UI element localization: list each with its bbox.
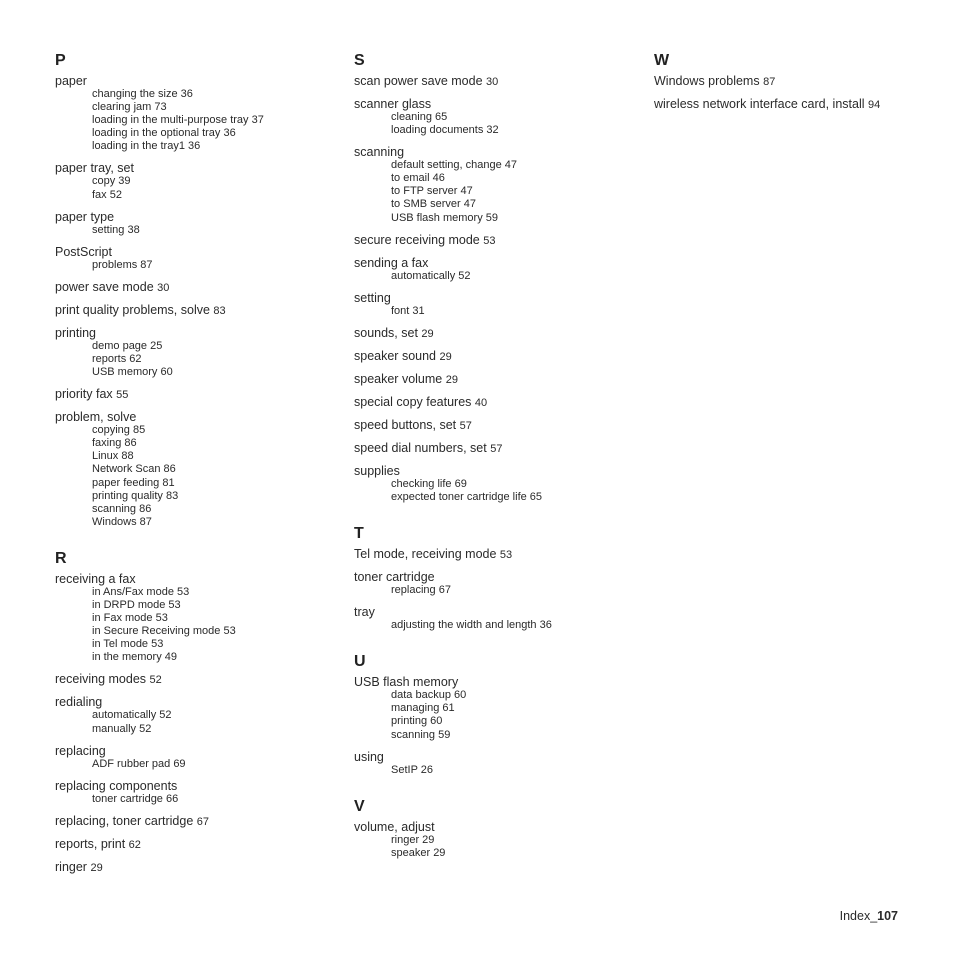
index-entry xyxy=(354,751,644,777)
page-ref: 57 xyxy=(459,419,472,432)
index-section-t xyxy=(354,524,644,632)
index-subentry: problems 87 xyxy=(92,258,153,271)
index-term xyxy=(354,548,644,562)
index-subentry: loading in the tray1 36 xyxy=(92,140,201,153)
index-subentry: in Secure Receiving mode 53 xyxy=(92,625,236,638)
index-subentry: SetIP 26 xyxy=(391,763,433,776)
index-subentry: toner cartridge 66 xyxy=(92,792,179,805)
index-term xyxy=(55,411,345,424)
index-entry xyxy=(55,838,345,852)
index-term xyxy=(354,821,644,834)
index-term xyxy=(354,75,644,89)
section-letter: W xyxy=(654,52,670,69)
index-term xyxy=(654,98,914,112)
term-text: priority fax xyxy=(55,387,113,402)
term-text: receiving modes xyxy=(55,672,147,687)
index-entry xyxy=(55,780,345,806)
page-ref: 52 xyxy=(149,674,162,687)
index-subentry: loading in the optional tray 36 xyxy=(92,127,236,140)
index-section-r xyxy=(55,549,345,875)
page-ref: 29 xyxy=(445,373,458,386)
index-subentry: setting 38 xyxy=(92,223,140,236)
index-entry xyxy=(55,246,345,272)
index-subentry: Windows 87 xyxy=(92,515,152,528)
index-subentry: checking life 69 xyxy=(391,477,467,490)
index-term xyxy=(55,815,345,829)
index-entry xyxy=(55,162,345,201)
index-subentry: cleaning 65 xyxy=(391,111,448,123)
term-text: sounds, set xyxy=(354,325,418,340)
page-ref: 87 xyxy=(763,76,776,88)
index-entry xyxy=(354,98,644,137)
index-term xyxy=(55,162,345,175)
index-entry xyxy=(55,304,345,318)
section-letter: T xyxy=(354,525,364,543)
index-subentry: ADF rubber pad 69 xyxy=(92,757,186,770)
index-subentry: managing 61 xyxy=(391,702,455,715)
page-footer xyxy=(840,909,898,923)
index-subentry: in the memory 49 xyxy=(92,651,177,664)
index-entry xyxy=(354,821,644,860)
index-subentry: clearing jam 73 xyxy=(92,101,167,114)
page-ref: 30 xyxy=(486,76,499,88)
index-term xyxy=(55,861,345,875)
page-ref: 29 xyxy=(90,861,103,874)
term-text: print quality problems, solve xyxy=(55,302,210,317)
index-entry xyxy=(55,815,345,829)
term-text: power save mode xyxy=(55,279,154,294)
index-entry xyxy=(354,548,644,562)
index-entry xyxy=(654,98,914,112)
section-letter: R xyxy=(55,549,67,567)
index-term xyxy=(354,442,644,456)
index-term xyxy=(55,246,345,259)
index-term xyxy=(55,696,345,709)
page-ref: 62 xyxy=(128,838,141,851)
term-text: sending a fax xyxy=(354,255,429,270)
term-text: scanning xyxy=(354,145,405,160)
term-text: scanner glass xyxy=(354,97,432,111)
index-subentry: in DRPD mode 53 xyxy=(92,598,181,611)
index-term xyxy=(55,281,345,295)
index-entry xyxy=(354,465,644,504)
index-entry xyxy=(354,442,644,456)
index-term xyxy=(55,304,345,318)
index-entry xyxy=(55,327,345,379)
index-subentry: in Tel mode 53 xyxy=(92,638,164,651)
page-ref: 67 xyxy=(196,815,210,828)
term-text: secure receiving mode xyxy=(354,232,480,247)
index-entry xyxy=(654,75,914,89)
index-subentry: faxing 86 xyxy=(92,437,137,450)
term-text: replacing components xyxy=(55,778,178,793)
index-subentry: copying 85 xyxy=(92,424,146,437)
index-subentry: in Ans/Fax mode 53 xyxy=(92,585,190,598)
term-text: toner cartridge xyxy=(354,570,435,585)
index-entry xyxy=(55,388,345,402)
term-text: replacing, toner cartridge xyxy=(55,813,194,828)
index-subentry: printing quality 83 xyxy=(92,489,179,502)
index-section-v xyxy=(354,797,644,860)
index-term xyxy=(55,780,345,793)
section-letter: V xyxy=(354,797,365,815)
term-text: PostScript xyxy=(55,244,112,259)
index-subentry: ringer 29 xyxy=(391,833,435,846)
index-entry xyxy=(55,211,345,237)
index-entry xyxy=(55,696,345,735)
section-letter: P xyxy=(55,52,66,69)
index-term xyxy=(354,419,644,433)
term-text: USB flash memory xyxy=(354,675,459,690)
index-entry xyxy=(354,606,644,632)
index-subentry: manually 52 xyxy=(92,722,152,735)
index-subentry: to FTP server 47 xyxy=(391,185,473,198)
index-entry xyxy=(354,571,644,597)
index-entry xyxy=(354,75,644,89)
index-subentry: paper feeding 81 xyxy=(92,476,175,489)
term-text: replacing xyxy=(55,743,106,758)
index-term xyxy=(354,234,644,248)
term-text: volume, adjust xyxy=(354,819,435,834)
index-entry xyxy=(354,257,644,283)
index-entry xyxy=(354,146,644,224)
index-term xyxy=(354,465,644,478)
index-term xyxy=(55,573,345,586)
index-term xyxy=(354,292,644,305)
index-term xyxy=(55,673,345,687)
index-term xyxy=(354,676,644,689)
index-column-2 xyxy=(354,51,644,880)
index-subentry: Network Scan 86 xyxy=(92,463,176,476)
index-subentry: automatically 52 xyxy=(92,709,172,722)
index-term xyxy=(354,350,644,364)
index-entry xyxy=(354,350,644,364)
index-term xyxy=(55,211,345,224)
term-text: speaker volume xyxy=(354,371,443,386)
index-term xyxy=(354,751,644,764)
term-text: reports, print xyxy=(55,836,126,851)
index-subentry: fax 52 xyxy=(92,188,122,201)
term-text: supplies xyxy=(354,463,400,478)
index-entry xyxy=(55,673,345,687)
term-text: tray xyxy=(354,605,375,620)
term-text: scan power save mode xyxy=(354,74,483,88)
index-term xyxy=(354,571,644,584)
index-entry xyxy=(354,292,644,318)
index-subentry: loading documents 32 xyxy=(391,124,499,137)
term-text: receiving a fax xyxy=(55,571,136,586)
index-subentry: to email 46 xyxy=(391,172,445,185)
index-subentry: printing 60 xyxy=(391,715,443,728)
index-term xyxy=(354,373,644,387)
index-subentry: loading in the multi-purpose tray 37 xyxy=(92,114,264,127)
index-entry xyxy=(55,861,345,875)
index-subentry: Linux 88 xyxy=(92,450,134,463)
page-number: 107 xyxy=(877,909,898,923)
page-ref: 29 xyxy=(439,350,452,363)
index-term xyxy=(55,745,345,758)
index-term xyxy=(354,606,644,619)
term-text: redialing xyxy=(55,695,103,710)
index-entry xyxy=(55,745,345,771)
index-subentry: in Fax mode 53 xyxy=(92,612,168,625)
term-text: speaker sound xyxy=(354,348,437,363)
index-term xyxy=(55,75,345,88)
index-entry xyxy=(55,573,345,665)
term-text: speed buttons, set xyxy=(354,417,457,432)
index-subentry: font 31 xyxy=(391,304,425,317)
footer-label: Index_ xyxy=(839,909,878,923)
index-entry xyxy=(55,75,345,153)
term-text: using xyxy=(354,749,384,764)
term-text: Windows problems xyxy=(654,74,760,88)
term-text: printing xyxy=(55,325,96,340)
index-entry xyxy=(354,419,644,433)
index-entry xyxy=(354,327,644,341)
index-subentry: changing the size 36 xyxy=(92,88,193,100)
index-column-1 xyxy=(55,51,345,895)
section-letter: S xyxy=(354,52,365,69)
index-subentry: default setting, change 47 xyxy=(391,159,517,172)
index-entry xyxy=(354,676,644,741)
index-subentry: to SMB server 47 xyxy=(391,198,476,211)
page-ref: 57 xyxy=(490,442,503,455)
page-ref: 30 xyxy=(157,281,170,294)
index-term xyxy=(654,75,914,89)
index-subentry: scanning 59 xyxy=(391,728,451,741)
index-entry xyxy=(354,396,644,410)
page-ref: 83 xyxy=(213,304,226,317)
term-text: paper type xyxy=(55,209,115,224)
term-text: problem, solve xyxy=(55,410,137,425)
index-term xyxy=(354,257,644,270)
index-subentry: expected toner cartridge life 65 xyxy=(391,490,543,503)
index-section-s xyxy=(354,51,644,504)
index-section-u xyxy=(354,652,644,776)
index-subentry: copy 39 xyxy=(92,175,131,188)
index-subentry: replacing 67 xyxy=(391,584,451,597)
term-text: paper tray, set xyxy=(55,161,134,176)
page-ref: 94 xyxy=(867,99,881,111)
index-term xyxy=(55,327,345,340)
index-subentry: USB flash memory 59 xyxy=(391,211,498,224)
index-subentry: reports 62 xyxy=(92,352,142,365)
index-subentry: adjusting the width and length 36 xyxy=(391,619,552,632)
term-text: paper xyxy=(55,74,87,88)
index-section-w xyxy=(654,51,914,112)
page-ref: 53 xyxy=(499,549,513,562)
index-subentry: USB memory 60 xyxy=(92,366,173,379)
index-term xyxy=(55,838,345,852)
index-entry xyxy=(55,411,345,529)
index-term xyxy=(354,98,644,111)
index-entry xyxy=(354,234,644,248)
index-term xyxy=(354,327,644,341)
term-text: setting xyxy=(354,290,391,305)
index-entry xyxy=(354,373,644,387)
page-ref: 29 xyxy=(421,327,434,340)
page-ref: 55 xyxy=(116,389,129,402)
section-letter: U xyxy=(354,653,366,671)
term-text: ringer xyxy=(55,859,87,874)
index-subentry: automatically 52 xyxy=(391,269,471,282)
index-subentry: speaker 29 xyxy=(391,846,446,859)
index-subentry: demo page 25 xyxy=(92,339,163,352)
index-term xyxy=(354,396,644,410)
index-term xyxy=(55,388,345,402)
index-entry xyxy=(55,281,345,295)
page-ref: 53 xyxy=(483,234,496,247)
index-term xyxy=(354,146,644,159)
term-text: Tel mode, receiving mode xyxy=(354,547,497,562)
index-column-3 xyxy=(654,51,914,132)
page-ref: 40 xyxy=(474,396,488,409)
term-text: speed dial numbers, set xyxy=(354,440,487,455)
term-text: special copy features xyxy=(354,394,472,409)
index-subentry: data backup 60 xyxy=(391,689,467,702)
term-text: wireless network interface card, install xyxy=(654,97,865,111)
index-subentry: scanning 86 xyxy=(92,502,152,515)
index-section-p xyxy=(55,51,345,529)
